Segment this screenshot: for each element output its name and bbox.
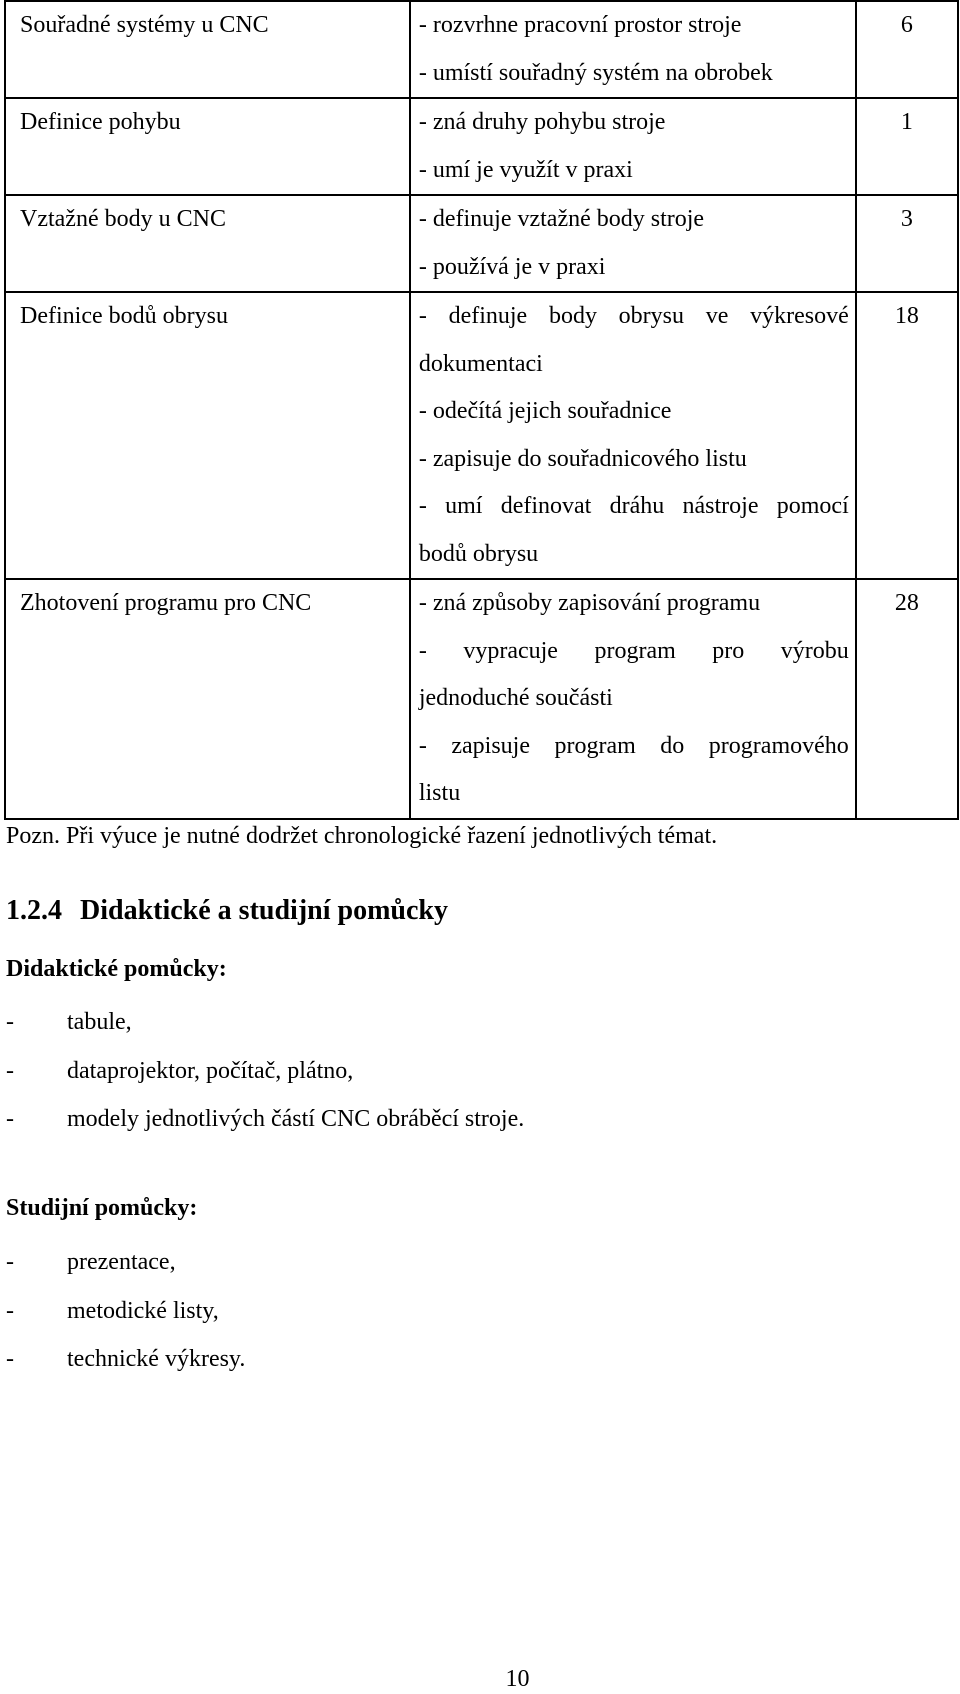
outcome-line: - definuje body obrysu ve výkresové xyxy=(418,303,849,329)
outcome-line: - rozvrhne pracovní prostor stroje xyxy=(418,12,742,38)
hours-cell xyxy=(856,292,958,579)
dash-marker: - xyxy=(6,1057,14,1084)
outcome-line: - umí je využít v praxi xyxy=(418,156,633,183)
list-item-text: dataprojektor, počítač, plátno, xyxy=(67,1057,354,1084)
hours-value: 1 xyxy=(900,109,913,135)
outcome-line: - zapisuje program do programového xyxy=(418,732,849,759)
table-row xyxy=(5,579,958,819)
hours-cell xyxy=(856,195,958,292)
table-row xyxy=(5,1,958,98)
hours-value: 3 xyxy=(900,206,913,232)
topic-cell xyxy=(5,1,410,98)
outcome-line: - zná druhy pohybu stroje xyxy=(418,109,666,135)
outcomes-cell xyxy=(410,195,856,292)
table-row xyxy=(5,292,958,579)
list-item xyxy=(6,1053,524,1102)
outcome-line: - zná způsoby zapisování programu xyxy=(418,590,761,616)
syllabus-table xyxy=(4,0,959,820)
section-number: 1.2.4 xyxy=(6,895,62,926)
list-item-text: technické výkresy. xyxy=(67,1346,246,1372)
table-row xyxy=(5,98,958,195)
topic-label: Definice pohybu xyxy=(20,109,181,135)
outcome-line: - používá je v praxi xyxy=(418,253,606,280)
dash-marker: - xyxy=(6,1297,14,1324)
list-item xyxy=(6,1101,524,1150)
section-title: Didaktické a studijní pomůcky xyxy=(80,895,448,926)
list-item xyxy=(6,1341,245,1390)
hours-value: 6 xyxy=(900,12,913,38)
dash-marker: - xyxy=(6,1009,14,1035)
hours-value: 28 xyxy=(894,590,919,616)
topic-cell xyxy=(5,292,410,579)
topic-cell xyxy=(5,579,410,819)
list-item-text: metodické listy, xyxy=(67,1297,219,1324)
outcome-line: - umístí souřadný systém na obrobek xyxy=(418,59,773,86)
outcome-line: bodů obrysu xyxy=(418,540,539,567)
dash-marker: - xyxy=(6,1106,14,1132)
outcomes-cell xyxy=(410,579,856,819)
topic-cell xyxy=(5,195,410,292)
outcome-line: - vypracuje program pro výrobu xyxy=(418,637,849,664)
hours-value: 18 xyxy=(894,303,919,329)
study-aids-heading: Studijní pomůcky: xyxy=(6,1195,198,1221)
hours-cell xyxy=(856,1,958,98)
dash-marker: - xyxy=(6,1346,14,1372)
topic-cell xyxy=(5,98,410,195)
list-item xyxy=(6,1004,524,1053)
hours-cell xyxy=(856,579,958,819)
topic-label: Vztažné body u CNC xyxy=(20,206,226,232)
didactic-aids-heading: Didaktické pomůcky: xyxy=(6,956,227,982)
section-heading xyxy=(6,895,448,927)
outcome-line: jednoduché součásti xyxy=(418,685,613,711)
study-aids-list xyxy=(6,1244,245,1390)
outcome-line: - definuje vztažné body stroje xyxy=(418,206,705,232)
topic-label: Zhotovení programu pro CNC xyxy=(20,590,312,616)
outcomes-cell xyxy=(410,292,856,579)
hours-cell xyxy=(856,98,958,195)
table-row xyxy=(5,195,958,292)
list-item-text: tabule, xyxy=(67,1009,132,1035)
list-item xyxy=(6,1244,245,1293)
outcome-line: - odečítá jejich souřadnice xyxy=(418,398,672,424)
outcome-line: - zapisuje do souřadnicového listu xyxy=(418,445,747,472)
outcomes-cell xyxy=(410,1,856,98)
chronology-note: Pozn. Při výuce je nutné dodržet chronologické řazení jednotlivých témat. xyxy=(6,823,718,849)
topic-label: Definice bodů obrysu xyxy=(20,303,228,329)
outcome-line: dokumentaci xyxy=(418,350,543,377)
page-number: 10 xyxy=(505,1666,530,1692)
topic-label: Souřadné systémy u CNC xyxy=(20,12,269,38)
list-item-text: prezentace, xyxy=(67,1249,176,1275)
didactic-aids-list xyxy=(6,1004,524,1150)
outcomes-cell xyxy=(410,98,856,195)
outcome-line: listu xyxy=(418,780,461,806)
list-item xyxy=(6,1293,245,1342)
outcome-line: - umí definovat dráhu nástroje pomocí xyxy=(418,493,849,519)
list-item-text: modely jednotlivých částí CNC obráběcí stroje. xyxy=(67,1106,525,1132)
dash-marker: - xyxy=(6,1249,14,1275)
